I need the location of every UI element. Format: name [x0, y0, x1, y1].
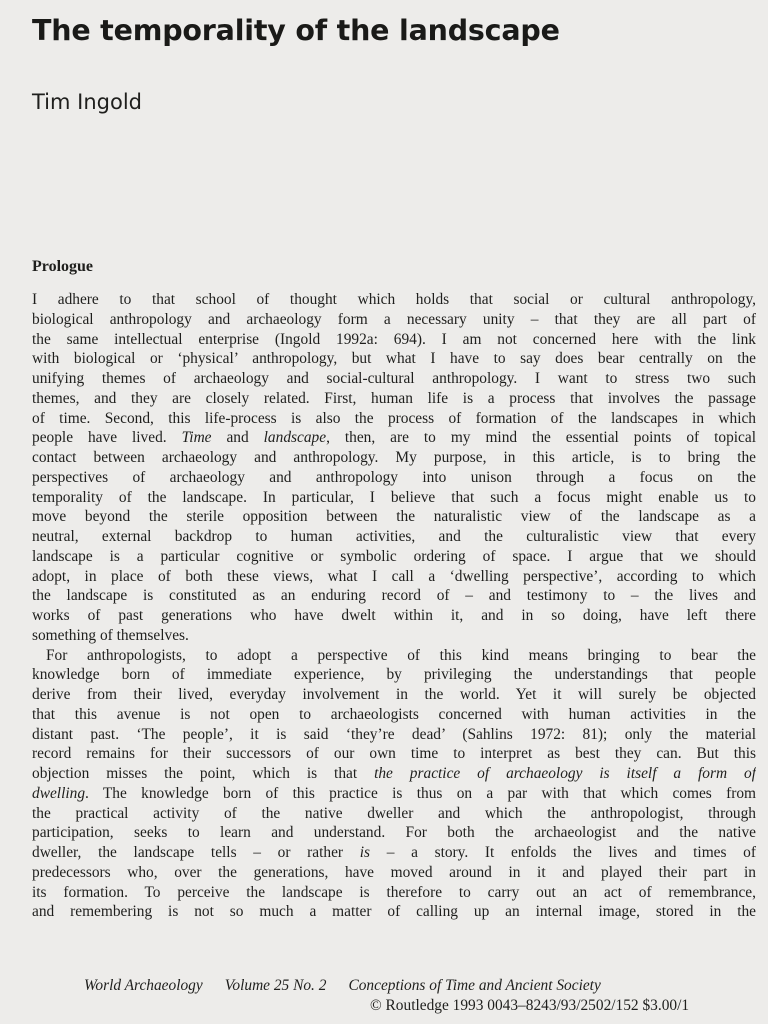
- body-line: temporality of the landscape. In particular, I believe that such a focus might enable us to: [32, 488, 756, 506]
- journal-citation: [84, 977, 768, 995]
- body-line: the landscape is constituted as an enduring record of – and testimony to – the lives and: [32, 587, 756, 605]
- body-line: objection misses the point, which is that the practice of archaeology is itself a form of: [32, 765, 756, 782]
- body-line: with biological or ‘physical’ anthropology, but what I have to say does bear centrally on the: [32, 350, 756, 368]
- body-line: dwelling. The knowledge born of this practice is thus on a par with that which comes from: [32, 784, 756, 802]
- body-line: participation, seeks to learn and understand. For both the archaeologist and the native: [32, 824, 756, 842]
- article-author: Tim Ingold: [32, 90, 142, 114]
- body-line: its formation. To perceive the landscape is therefore to carry out an act of remembrance,: [32, 883, 756, 901]
- body-line: something of themselves.: [32, 626, 189, 644]
- body-line: that this avenue is not open to archaeologists concerned with human activities in the: [32, 705, 756, 723]
- body-line: the practical activity of the native dweller and which the anthropologist, through: [32, 804, 756, 822]
- copyright-notice: © Routledge 1993 0043–8243/93/2502/152 $3.00/1: [370, 997, 690, 1014]
- journal-name: World Archaeology: [84, 977, 203, 994]
- journal-volume: Volume 25 No. 2: [224, 977, 327, 994]
- body-line: the same intellectual enterprise (Ingold 1992a: 694). I am not concerned here with the link: [32, 330, 756, 348]
- section-heading-prologue: Prologue: [32, 258, 94, 275]
- body-line: themes, and they are closely related. First, human life is a process that involves the passage: [32, 389, 756, 407]
- prologue-body: [32, 290, 756, 922]
- body-line: landscape is a particular cognitive or symbolic ordering of space. I argue that we should: [32, 547, 756, 565]
- body-line: adopt, in place of both these views, what I call a ‘dwelling perspective’, according to which: [32, 567, 756, 585]
- body-line: knowledge born of immediate experience, by privileging the understandings that people: [32, 666, 756, 684]
- body-line: and remembering is not so much a matter of calling up an internal image, stored in the: [32, 903, 756, 921]
- article-title: The temporality of the landscape: [32, 14, 560, 47]
- body-line: perspectives of archaeology and anthropology into unison through a focus on the: [32, 468, 756, 486]
- body-line: predecessors who, over the generations, have moved around in it and played their part in: [32, 863, 756, 881]
- body-line: For anthropologists, to adopt a perspective of this kind means bringing to bear the: [46, 646, 756, 664]
- body-line: unifying themes of archaeology and social-cultural anthropology. I want to stress two such: [32, 370, 756, 387]
- body-line: works of past generations who have dwelt within it, and in so doing, have left there: [32, 607, 756, 624]
- body-line: derive from their lived, everyday involvement in the world. Yet it will surely be objected: [32, 686, 756, 703]
- body-line: people have lived. Time and landscape, then, are to my mind the essential points of topical: [32, 429, 756, 447]
- body-line: of time. Second, this life-process is also the process of formation of the landscapes in which: [32, 409, 756, 427]
- body-line: neutral, external backdrop to human activities, and the culturalistic view that every: [32, 528, 756, 545]
- body-line: dweller, the landscape tells – or rather is – a story. It enfolds the lives and times of: [32, 844, 756, 861]
- body-line: I adhere to that school of thought which holds that social or cultural anthropology,: [32, 291, 756, 308]
- body-line: biological anthropology and archaeology form a necessary unity – that they are all part of: [32, 310, 756, 328]
- body-line: contact between archaeology and anthropology. My purpose, in this article, is to bring the: [32, 449, 756, 466]
- issue-title: Conceptions of Time and Ancient Society: [348, 977, 601, 994]
- body-line: move beyond the sterile opposition between the naturalistic view of the landscape as a: [32, 508, 756, 526]
- body-line: record remains for their successors of our own time to interpret as best they can. But this: [32, 745, 756, 763]
- body-line: distant past. ‘The people’, it is said ‘they’re dead’ (Sahlins 1972: 81); only the material: [32, 725, 756, 743]
